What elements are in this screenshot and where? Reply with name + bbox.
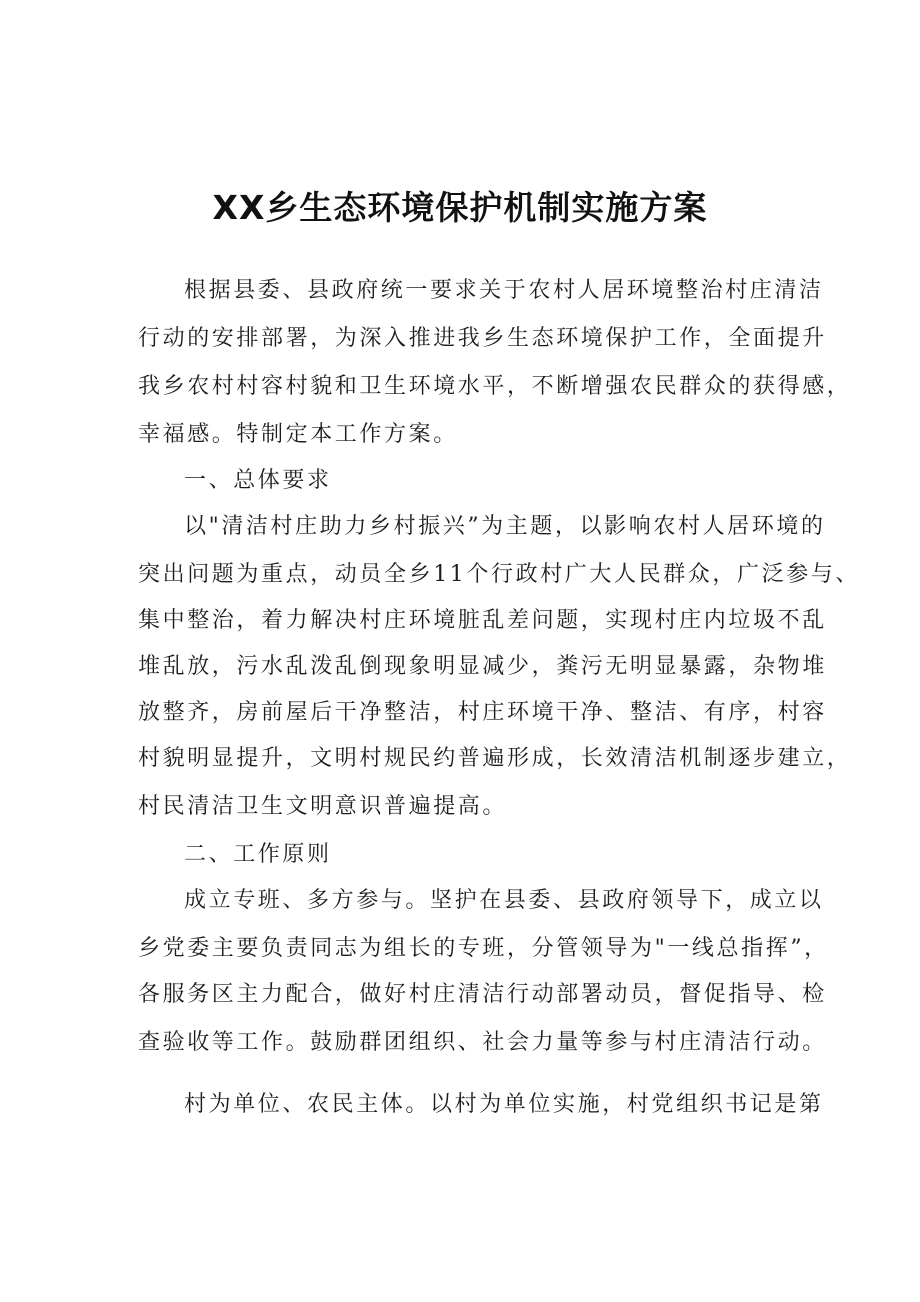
paragraph-line: 幸福感。特制定本工作方案。 bbox=[138, 422, 458, 447]
paragraph-line: 以"清洁村庄助力乡村振兴”为主题，以影响农村人居环境的 bbox=[184, 514, 826, 539]
paragraph-line: 突出问题为重点，动员全乡11个行政村广大人民群众，广泛参与、 bbox=[138, 562, 860, 587]
paragraph-line: 集中整治，着力解决村庄环境脏乱差问题，实现村庄内垃圾不乱 bbox=[138, 608, 827, 633]
paragraph-line: 村为单位、农民主体。以村为单位实施，村党组织书记是第 bbox=[184, 1092, 824, 1117]
section-heading: 二、工作原则 bbox=[184, 842, 332, 867]
paragraph-line: 查验收等工作。鼓励群团组织、社会力量等参与村庄清洁行动。 bbox=[138, 1030, 827, 1055]
document-title: XX乡生态环境保护机制实施方案 bbox=[212, 188, 708, 227]
paragraph-line: 放整齐，房前屋后干净整洁，村庄环境干净、整洁、有序，村容 bbox=[138, 700, 827, 725]
section-heading: 一、总体要求 bbox=[184, 468, 332, 493]
paragraph-line: 各服务区主力配合，做好村庄清洁行动部署动员，督促指导、检 bbox=[138, 982, 827, 1007]
paragraph-line: 堆乱放，污水乱泼乱倒现象明显减少，粪污无明显暴露，杂物堆 bbox=[138, 654, 827, 679]
paragraph-line: 行动的安排部署，为深入推进我乡生态环境保护工作，全面提升 bbox=[138, 326, 827, 351]
paragraph-line: 乡党委主要负责同志为组长的专班，分管领导为"一线总指挥”， bbox=[138, 936, 829, 961]
paragraph-line: 根据县委、县政府统一要求关于农村人居环境整治村庄清洁 bbox=[184, 278, 824, 303]
paragraph-line: 村貌明显提升，文明村规民约普遍形成，长效清洁机制逐步建立， bbox=[138, 746, 852, 771]
paragraph-line: 村民清洁卫生文明意识普遍提高。 bbox=[138, 794, 508, 819]
paragraph-line: 成立专班、多方参与。坚护在县委、县政府领导下，成立以 bbox=[184, 888, 824, 913]
paragraph-line: 我乡农村村容村貌和卫生环境水平，不断增强农民群众的获得感， bbox=[138, 374, 852, 399]
